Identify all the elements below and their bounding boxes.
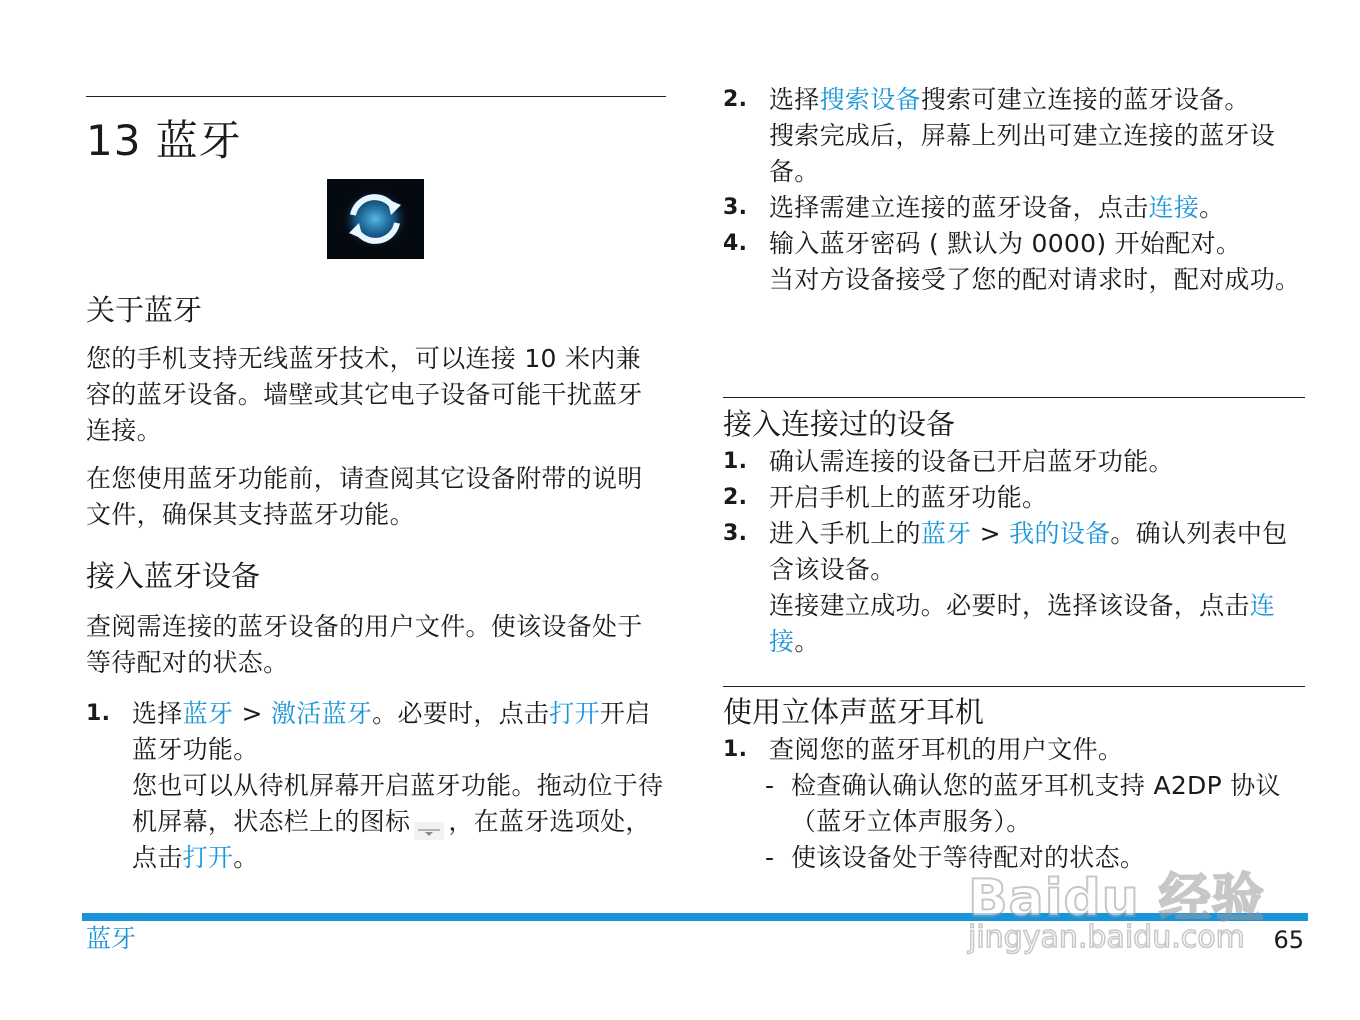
step-number: 1.	[723, 449, 748, 474]
stereo-substep-2	[757, 840, 1305, 876]
reconnect-step-2	[723, 480, 1305, 516]
step-note: 。	[233, 843, 259, 872]
step-note: 您也可以从待机屏幕开启蓝牙功能。拖动位于待机屏幕，状态栏上的图标	[132, 771, 664, 836]
step-note: 。	[794, 627, 820, 656]
search-devices-link[interactable]: 搜索设备	[819, 85, 921, 114]
reconnect-section	[723, 404, 1305, 660]
footer-chapter-title: 蓝牙	[86, 924, 137, 953]
stereo-substep-1	[757, 768, 1305, 840]
step-number: 1.	[723, 737, 748, 762]
steps-continued	[723, 82, 1305, 298]
reconnect-step-1	[723, 444, 1305, 480]
connect-intro: 查阅需连接的蓝牙设备的用户文件。使该设备处于等待配对的状态。	[86, 612, 643, 677]
step-number: 2.	[723, 87, 748, 112]
my-devices-link[interactable]: 我的设备	[1009, 519, 1111, 548]
connect-link-2[interactable]: 连接	[769, 591, 1276, 656]
step-text: 查阅您的蓝牙耳机的用户文件。	[769, 735, 1124, 764]
breadcrumb-separator: >	[233, 699, 271, 728]
open-link-2[interactable]: 打开	[182, 843, 234, 872]
step-text: 选择需建立连接的蓝牙设备，点击	[769, 193, 1149, 222]
step-note: 连接建立成功。必要时，选择该设备，点击	[769, 591, 1250, 620]
bluetooth-link[interactable]: 蓝牙	[182, 699, 234, 728]
step-text: 。	[1199, 193, 1225, 222]
chapter-rule	[86, 96, 666, 97]
about-heading: 关于蓝牙	[86, 293, 203, 327]
stereo-section	[723, 692, 1305, 876]
reconnect-heading: 接入连接过的设备	[723, 407, 956, 441]
watermark-logo-text: Baidu 经验	[968, 869, 1265, 929]
section-rule	[723, 397, 1305, 398]
bullet-dash: -	[765, 843, 775, 872]
step-text: 开启蓝牙功能。	[132, 699, 651, 764]
bluetooth-link-2[interactable]: 蓝牙	[920, 519, 972, 548]
statusbar-drag-icon	[414, 814, 444, 832]
page-number: 65	[1273, 926, 1304, 954]
step-text: 进入手机上的	[769, 519, 921, 548]
step-text: 。必要时，点击	[372, 699, 550, 728]
step-text: 确认需连接的设备已开启蓝牙功能。	[769, 447, 1174, 476]
section-rule	[723, 686, 1305, 687]
step-number: 2.	[723, 485, 748, 510]
step-text: 选择	[769, 85, 820, 114]
step-note: 当对方设备接受了您的配对请求时，配对成功。	[769, 265, 1301, 294]
chapter-title: 13 蓝牙	[86, 116, 242, 165]
watermark-url: jingyan.baidu.com	[968, 920, 1245, 955]
step-number: 4.	[723, 231, 748, 256]
connect-link[interactable]: 连接	[1148, 193, 1200, 222]
substep-text: 检查确认确认您的蓝牙耳机支持 A2DP 协议 （蓝牙立体声服务）。	[791, 771, 1281, 836]
activate-bluetooth-link[interactable]: 激活蓝牙	[270, 699, 373, 728]
step-number: 1.	[86, 701, 111, 726]
breadcrumb-separator: >	[971, 519, 1010, 548]
step-text: 。确认列表中包含该设备。	[769, 519, 1288, 584]
step-number: 3.	[723, 521, 748, 546]
reconnect-step-3	[723, 516, 1305, 660]
step-number: 3.	[723, 195, 748, 220]
about-paragraph-1: 您的手机支持无线蓝牙技术，可以连接 10 米内兼容的蓝牙设备。墙壁或其它电子设备可能干扰蓝牙连接。	[86, 344, 643, 445]
stereo-step-1	[723, 732, 1305, 876]
step-text: 输入蓝牙密码 ( 默认为 0000) 开始配对。	[769, 229, 1242, 258]
step-note: ，在蓝牙选项处，点击	[132, 807, 651, 872]
stereo-heading: 使用立体声蓝牙耳机	[723, 695, 985, 729]
connect-step-2	[723, 82, 1305, 190]
bluetooth-icon	[327, 179, 424, 259]
bullet-dash: -	[765, 771, 775, 800]
step-note: 搜索完成后，屏幕上列出可建立连接的蓝牙设备。	[769, 121, 1276, 186]
step-text: 选择	[132, 699, 183, 728]
connect-heading: 接入蓝牙设备	[86, 559, 261, 593]
step-text: 开启手机上的蓝牙功能。	[769, 483, 1048, 512]
connect-section	[86, 556, 666, 876]
substep-text: 使该设备处于等待配对的状态。	[791, 843, 1146, 872]
about-paragraph-2: 在您使用蓝牙功能前，请查阅其它设备附带的说明文件，确保其支持蓝牙功能。	[86, 464, 643, 529]
connect-step-1	[86, 696, 666, 876]
connect-step-4	[723, 226, 1305, 298]
about-section	[86, 290, 666, 533]
connect-step-3	[723, 190, 1305, 226]
footer-bar	[82, 913, 1308, 921]
step-text: 搜索可建立连接的蓝牙设备。	[920, 85, 1250, 114]
open-link[interactable]: 打开	[549, 699, 600, 728]
